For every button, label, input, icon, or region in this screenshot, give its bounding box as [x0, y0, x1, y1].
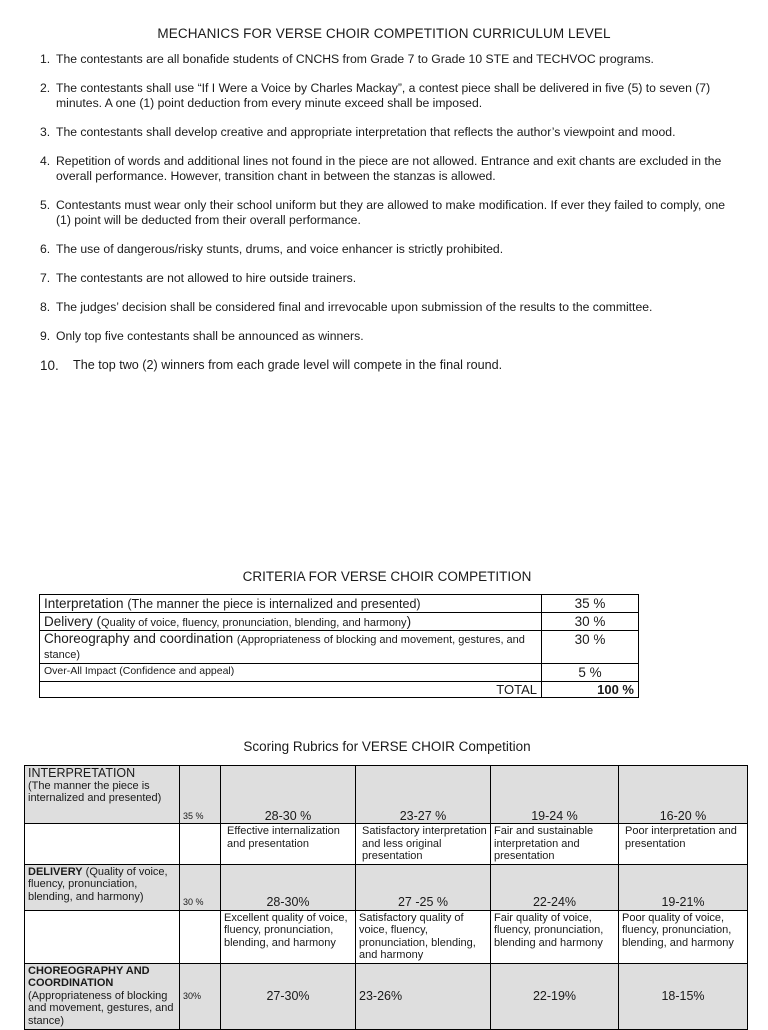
mechanics-list — [40, 52, 740, 387]
rubric-criterion — [25, 864, 180, 910]
rubric-range: 28-30% — [221, 864, 356, 910]
criteria-table — [39, 594, 639, 698]
rubric-range: 23-27 % — [356, 766, 491, 824]
rubric-criterion — [25, 963, 180, 1029]
rubric-empty-cell — [180, 824, 221, 865]
rubric-desc: Satisfactory quality of voice, fluency, pronunciation, blending, and harmony — [356, 910, 491, 963]
criteria-label — [40, 613, 542, 631]
rule-item — [40, 81, 740, 111]
rubric-criterion — [25, 766, 180, 824]
criteria-row — [40, 613, 639, 631]
rubrics-table — [24, 765, 748, 1030]
rubric-header-row — [25, 766, 748, 824]
criteria-row — [40, 631, 639, 664]
rule-number: 8. — [40, 300, 51, 314]
rule-number: 6. — [40, 242, 51, 256]
rule-item — [40, 271, 740, 286]
criteria-total-row — [40, 682, 639, 698]
rubric-range: 18-15% — [619, 963, 748, 1029]
rule-item — [40, 300, 740, 315]
rubric-range: 22-19% — [491, 963, 619, 1029]
rule-number: 9. — [40, 329, 51, 343]
rule-item — [40, 198, 740, 228]
rule-text: Repetition of words and additional lines not found in the piece are not allowed. Entrance and exit chants are excluded in the overall performance. However, transition chant in between the stanzas is allowed. — [56, 154, 722, 183]
rubrics-title: Scoring Rubrics for VERSE CHOIR Competition — [243, 739, 531, 754]
rubric-desc: Fair and sustainable interpretation and presentation — [491, 824, 619, 865]
criteria-row — [40, 595, 639, 613]
criteria-name: Interpretation — [44, 596, 124, 611]
rubric-criterion-sub: (Appropriateness of blocking and movement, gestures, and stance) — [28, 989, 174, 1027]
rubric-range: 19-21% — [619, 864, 748, 910]
rubric-desc: Effective internalization and presentation — [221, 824, 356, 865]
rule-item — [40, 329, 740, 344]
rubric-desc: Fair quality of voice, fluency, pronunciation, blending and harmony — [491, 910, 619, 963]
rule-text: The contestants are all bonafide students of CNCHS from Grade 7 to Grade 10 STE and TECHVOC programs. — [56, 52, 654, 66]
rule-number: 4. — [40, 154, 51, 168]
rule-text: The judges’ decision shall be considered final and irrevocable upon submission of the results to the committee. — [56, 300, 653, 314]
rubric-desc: Satisfactory interpretation and less original presentation — [356, 824, 491, 865]
rubric-range: 27 -25 % — [356, 864, 491, 910]
rubric-desc-row — [25, 824, 748, 865]
rubric-header-row — [25, 864, 748, 910]
criteria-paren-close: ) — [406, 614, 412, 629]
rule-item — [40, 154, 740, 184]
rubric-header-row — [25, 963, 748, 1029]
rubric-weight: 30 % — [180, 864, 221, 910]
rubric-empty-cell — [180, 910, 221, 963]
criteria-name: Delivery — [44, 614, 93, 629]
rule-number: 10. — [40, 358, 59, 373]
rubric-desc: Poor interpretation and presentation — [619, 824, 748, 865]
rule-number: 2. — [40, 81, 51, 95]
rubric-weight: 30% — [180, 963, 221, 1029]
rubric-empty-cell — [25, 910, 180, 963]
rubric-range: 16-20 % — [619, 766, 748, 824]
rubric-range: 22-24% — [491, 864, 619, 910]
rubric-desc: Poor quality of voice, fluency, pronunciation, blending, and harmony — [619, 910, 748, 963]
rule-text: The contestants shall develop creative and appropriate interpretation that reflects the author’s viewpoint and mood. — [56, 125, 676, 139]
rubric-desc-row — [25, 910, 748, 963]
rule-text: The contestants shall use “If I Were a Voice by Charles Mackay”, a contest piece shall be delivered in five (5) to seven (7) minutes. A one (1) point deduction from every minute exceed shall be imposed. — [56, 81, 711, 110]
criteria-row — [40, 664, 639, 682]
rule-item — [40, 125, 740, 140]
rule-text: The top two (2) winners from each grade level will compete in the final round. — [73, 358, 503, 372]
criteria-weight: 35 % — [542, 595, 639, 613]
criteria-weight: 30 % — [542, 613, 639, 631]
rubric-criterion-head: INTERPRETATION — [28, 766, 136, 780]
criteria-title: CRITERIA FOR VERSE CHOIR COMPETITION — [242, 569, 532, 584]
rule-number: 7. — [40, 271, 51, 285]
criteria-weight: 5 % — [542, 664, 639, 682]
rubric-weight: 35 % — [180, 766, 221, 824]
rubric-range: 23-26% — [356, 963, 491, 1029]
rule-number: 1. — [40, 52, 51, 66]
rule-text: Only top five contestants shall be announced as winners. — [56, 329, 364, 343]
rubric-criterion-head: DELIVERY — [28, 865, 83, 878]
criteria-name: Choreography and coordination — [44, 631, 234, 646]
criteria-desc: (Appropriateness of blocking and movement, gestures, and stance) — [44, 634, 525, 661]
criteria-label — [40, 595, 542, 613]
criteria-label: Over-All Impact (Confidence and appeal) — [40, 664, 542, 682]
rubric-criterion-sub: (Quality of voice, fluency, pronunciation, blending, and harmony) — [28, 865, 168, 903]
rubric-desc: Excellent quality of voice, fluency, pronunciation, blending, and harmony — [221, 910, 356, 963]
rubric-range: 27-30% — [221, 963, 356, 1029]
total-value: 100 % — [542, 682, 639, 698]
rule-item — [40, 242, 740, 257]
criteria-paren-open: ( — [92, 614, 102, 629]
rubric-empty-cell — [25, 824, 180, 865]
rule-item — [40, 358, 740, 373]
rubric-criterion-sub: (The manner the piece is internalized and presented) — [28, 779, 162, 804]
rule-text: The contestants are not allowed to hire outside trainers. — [56, 271, 357, 285]
document-title: MECHANICS FOR VERSE CHOIR COMPETITION CURRICULUM LEVEL — [157, 26, 611, 41]
rubric-criterion-head: CHOREOGRAPHY AND COORDINATION — [28, 964, 150, 989]
rubric-range: 19-24 % — [491, 766, 619, 824]
criteria-label — [40, 631, 542, 664]
criteria-desc: Quality of voice, fluency, pronunciation, blending, and harmony — [101, 617, 407, 629]
rule-item — [40, 52, 740, 67]
rule-number: 5. — [40, 198, 51, 212]
total-label: TOTAL — [40, 682, 542, 698]
criteria-weight: 30 % — [542, 631, 639, 664]
criteria-desc: (The manner the piece is internalized and presented) — [127, 597, 421, 611]
rubric-range: 28-30 % — [221, 766, 356, 824]
rule-text: The use of dangerous/risky stunts, drums, and voice enhancer is strictly prohibited. — [56, 242, 504, 256]
rule-text: Contestants must wear only their school uniform but they are allowed to make modification. If ever they failed to comply, one (1) point will be deducted from their overall performance. — [56, 198, 726, 227]
rule-number: 3. — [40, 125, 51, 139]
